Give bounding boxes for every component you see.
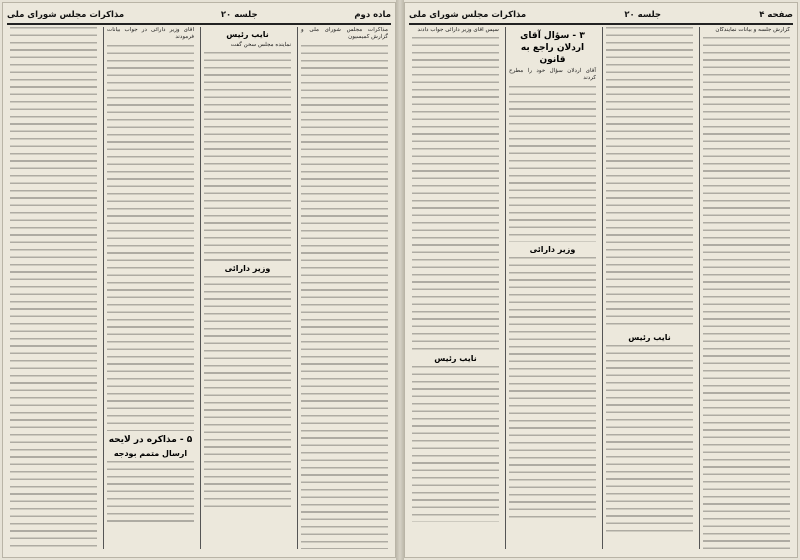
right-column-2	[602, 27, 696, 549]
left-column-2	[200, 27, 294, 549]
left-column-3	[103, 27, 197, 549]
text-block	[107, 461, 194, 524]
page-gutter	[396, 0, 404, 560]
text-block	[301, 45, 388, 549]
section-heading: وزیر دارائی	[224, 264, 271, 274]
left-header-page-label: ماده دوم	[354, 10, 391, 20]
left-column-1	[297, 27, 391, 549]
left-page-columns	[7, 27, 391, 549]
section-heading: وزیر دارائی	[529, 245, 576, 255]
right-page-columns	[409, 27, 793, 549]
section-heading: نایب رئیس	[434, 353, 477, 363]
text-block	[107, 45, 194, 431]
right-page-header	[409, 7, 793, 25]
right-column-3	[505, 27, 599, 549]
text-block	[509, 86, 596, 243]
section-heading: نایب رئیس	[628, 332, 671, 342]
left-header-title: مذاکرات مجلس شورای ملی	[7, 10, 125, 20]
right-column-1	[699, 27, 793, 549]
text-block	[606, 345, 693, 533]
section-heading: نایب رئیس	[226, 30, 269, 39]
text-block	[606, 27, 693, 330]
left-page	[2, 2, 396, 558]
text-block	[10, 27, 97, 549]
section-heading: ۳ - سؤال آقای اردلان راجع به قانون	[520, 31, 585, 65]
section-heading: ارسال متمم بودجه	[113, 449, 188, 459]
left-column-4	[7, 27, 100, 549]
right-header-title: مذاکرات مجلس شورای ملی	[409, 10, 527, 20]
right-header-session: جلسه ۲۰	[624, 10, 662, 20]
text-block	[204, 52, 291, 261]
left-col1-para: مذاکرات مجلس شورای ملی و گزارش کمیسیون	[301, 27, 388, 41]
left-header-session: جلسه ۲۰	[220, 10, 258, 20]
right-col1-para: گزارش جلسه و بیانات نمایندگان	[715, 27, 790, 33]
text-block	[204, 276, 291, 511]
left-col3-para: آقای وزیر دارائی در جواب بیانات فرمودند	[107, 27, 194, 41]
text-block	[703, 37, 790, 549]
right-page	[404, 2, 798, 558]
left-page-header	[7, 7, 391, 25]
left-col2-para: نماینده مجلس سخن گفت	[230, 42, 291, 48]
section-heading: ۵ - مذاکره در لایحه	[108, 435, 193, 446]
right-column-4	[409, 27, 502, 549]
text-block	[412, 37, 499, 350]
right-col3-para: آقای اردلان سؤال خود را مطرح کردند	[509, 68, 596, 82]
text-block	[509, 257, 596, 518]
right-col4-para: سپس آقای وزیر دارائی جواب دادند	[417, 27, 499, 33]
text-block	[412, 366, 499, 523]
right-header-page-label: صفحه ۴	[759, 10, 793, 20]
